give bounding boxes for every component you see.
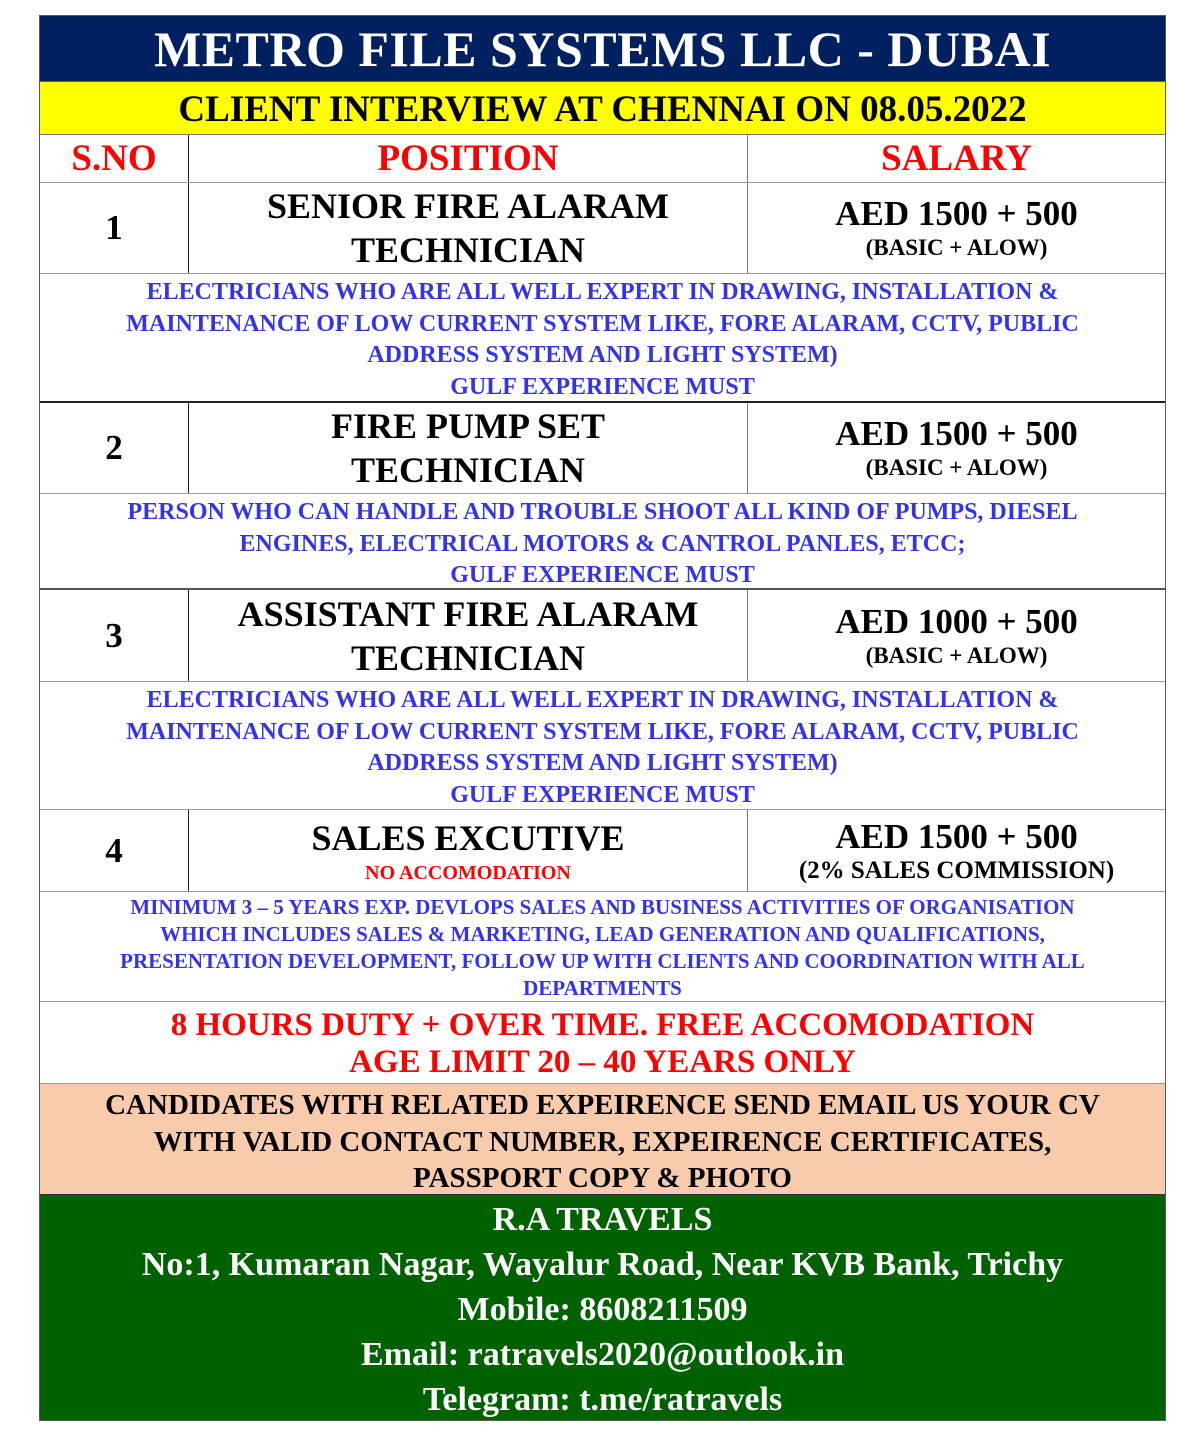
job-position [189,810,748,891]
job-advertisement [39,15,1166,1421]
description-line: MAINTENANCE OF LOW CURRENT SYSTEM LIKE, FORE ALARAM, CCTV, PUBLIC [126,718,1079,745]
column-header-salary: SALARY [881,138,1032,179]
salary-note: (2% SALES COMMISSION) [798,856,1115,884]
job-sno: 3 [40,590,189,681]
job-row [40,403,1165,494]
position-line: SENIOR FIRE ALARAM [266,186,670,226]
agency-address: No:1, Kumaran Nagar, Wayalur Road, Near KVB Bank, Trichy [141,1246,1064,1283]
salary-note: (BASIC + ALOW) [865,455,1048,480]
position-note: NO ACCOMODATION [365,861,571,884]
position-line: TECHNICIAN [350,450,586,490]
interview-banner: CLIENT INTERVIEW AT CHENNAI ON 08.05.2022 [40,81,1165,135]
company-title: METRO FILE SYSTEMS LLC - DUBAI [40,16,1165,81]
job-salary [748,403,1165,493]
salary-note: (BASIC + ALOW) [865,235,1048,260]
position-line: FIRE PUMP SET [330,406,606,446]
description-line: WHICH INCLUDES SALES & MARKETING, LEAD GENERATION AND QUALIFICATIONS, [160,922,1045,946]
application-instructions [40,1084,1165,1195]
position-line: SALES EXCUTIVE [311,817,625,858]
job-description [40,274,1165,403]
job-salary [748,590,1165,681]
job-salary [748,183,1165,273]
job-position [189,590,748,681]
description-line: GULF EXPERIENCE MUST [450,373,755,400]
salary-amount: AED 1500 + 500 [835,194,1078,233]
description-line: ADDRESS SYSTEM AND LIGHT SYSTEM) [367,750,838,776]
column-header-sno: S.NO [40,135,189,182]
terms-line: AGE LIMIT 20 – 40 YEARS ONLY [349,1044,856,1080]
job-sno: 1 [40,183,189,273]
column-header-position: POSITION [189,135,748,182]
apply-line: CANDIDATES WITH RELATED EXPEIRENCE SEND EMAIL US YOUR CV [105,1089,1100,1121]
apply-line: WITH VALID CONTACT NUMBER, EXPEIRENCE CERTIFICATES, [153,1125,1052,1158]
description-line: ELECTRICIANS WHO ARE ALL WELL EXPERT IN DRAWING, INSTALLATION & [146,687,1059,713]
description-line: MAINTENANCE OF LOW CURRENT SYSTEM LIKE, FORE ALARAM, CCTV, PUBLIC [126,310,1079,337]
job-salary [748,810,1165,891]
description-line: GULF EXPERIENCE MUST [450,781,755,808]
job-row [40,590,1165,682]
description-line: DEPARTMENTS [523,976,682,1000]
position-line: TECHNICIAN [350,637,586,678]
description-line: ENGINES, ELECTRICAL MOTORS & CANTROL PANLES, ETCC; [239,530,966,557]
position-line: ASSISTANT FIRE ALARAM [237,593,699,634]
job-position [189,183,748,273]
job-sno: 2 [40,403,189,493]
description-line: ELECTRICIANS WHO ARE ALL WELL EXPERT IN DRAWING, INSTALLATION & [146,279,1059,305]
job-row [40,183,1165,274]
salary-amount: AED 1500 + 500 [835,816,1078,856]
description-line: GULF EXPERIENCE MUST [450,562,755,588]
agency-mobile: Mobile: 8608211509 [457,1291,748,1328]
agency-email: Email: ratravels2020@outlook.in [360,1336,845,1373]
table-header-row [40,135,1165,183]
apply-line: PASSPORT COPY & PHOTO [413,1162,792,1194]
job-description [40,892,1165,1002]
salary-note: (BASIC + ALOW) [865,642,1048,668]
job-row [40,810,1165,892]
position-line: TECHNICIAN [350,230,586,270]
agency-contact [40,1195,1165,1420]
salary-amount: AED 1500 + 500 [835,414,1078,453]
job-description [40,494,1165,590]
job-position [189,403,748,493]
description-line: PRESENTATION DEVELOPMENT, FOLLOW UP WITH CLIENTS AND COORDINATION WITH ALL [120,949,1085,973]
description-line: MINIMUM 3 – 5 YEARS EXP. DEVLOPS SALES AND BUSINESS ACTIVITIES OF ORGANISATION [130,895,1075,919]
description-line: PERSON WHO CAN HANDLE AND TROUBLE SHOOT ALL KIND OF PUMPS, DIESEL [127,499,1078,525]
agency-name: R.A TRAVELS [492,1201,713,1238]
job-sno: 4 [40,810,189,891]
agency-telegram: Telegram: t.me/ratravels [422,1381,783,1418]
description-line: ADDRESS SYSTEM AND LIGHT SYSTEM) [367,342,838,368]
job-description [40,682,1165,810]
terms-section [40,1002,1165,1084]
terms-line: 8 HOURS DUTY + OVER TIME. FREE ACCOMODATION [170,1007,1035,1043]
salary-amount: AED 1000 + 500 [835,601,1078,641]
